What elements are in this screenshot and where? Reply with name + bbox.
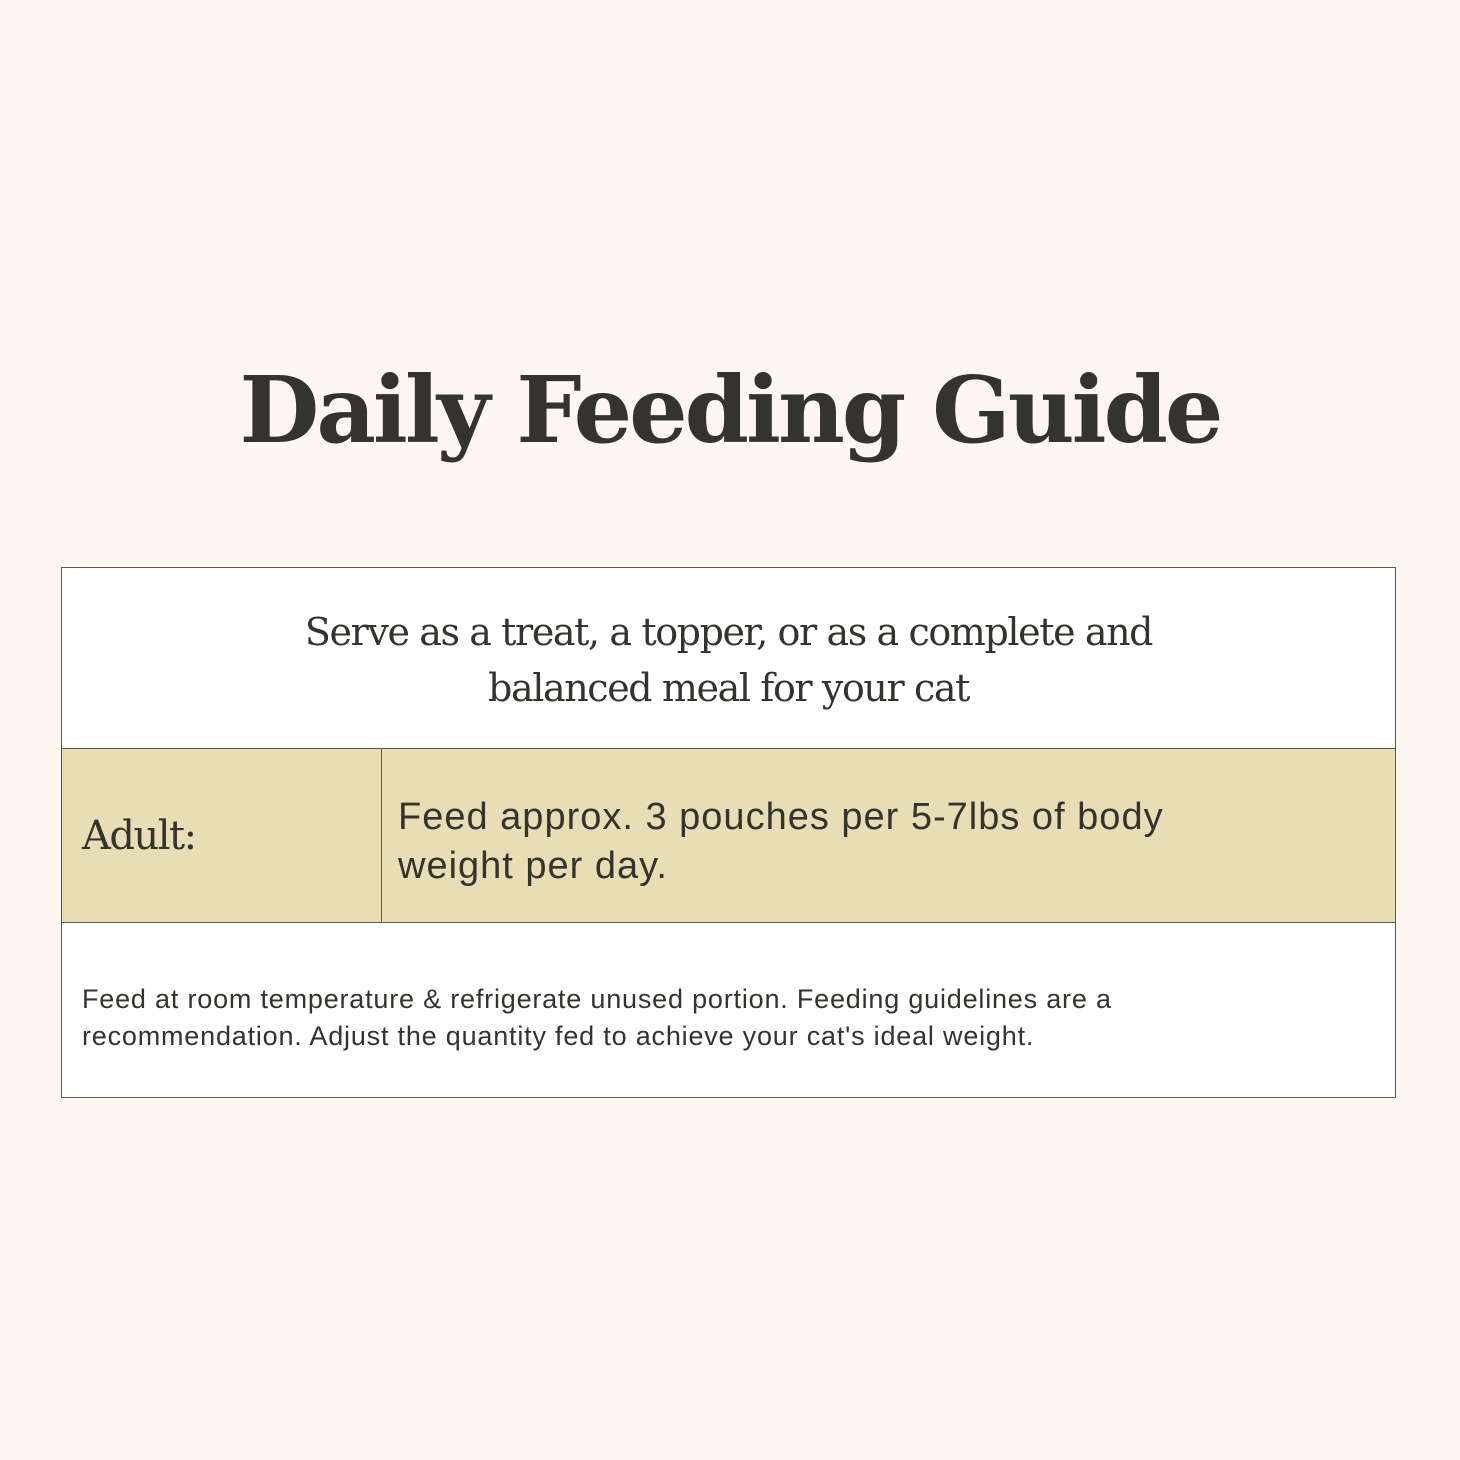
feeding-guide-table bbox=[61, 567, 1396, 1098]
adult-row bbox=[62, 749, 1395, 923]
feeding-note: Feed at room temperature & refrigerate unused portion. Feeding guidelines are a recommendation. Adjust the quantity fed to achieve your cat's ideal weight. bbox=[82, 984, 1112, 1051]
adult-label: Adult: bbox=[82, 812, 196, 859]
adult-value-cell bbox=[382, 749, 1395, 922]
page-title: Daily Feeding Guide bbox=[239, 356, 1221, 464]
adult-label-cell bbox=[62, 749, 382, 922]
intro-text: Serve as a treat, a topper, or as a complete and balanced meal for your cat bbox=[304, 610, 1153, 710]
adult-feeding-amount: Feed approx. 3 pouches per 5-7lbs of body weight per day. bbox=[398, 796, 1164, 887]
intro-row bbox=[62, 568, 1395, 749]
note-row bbox=[62, 923, 1395, 1097]
